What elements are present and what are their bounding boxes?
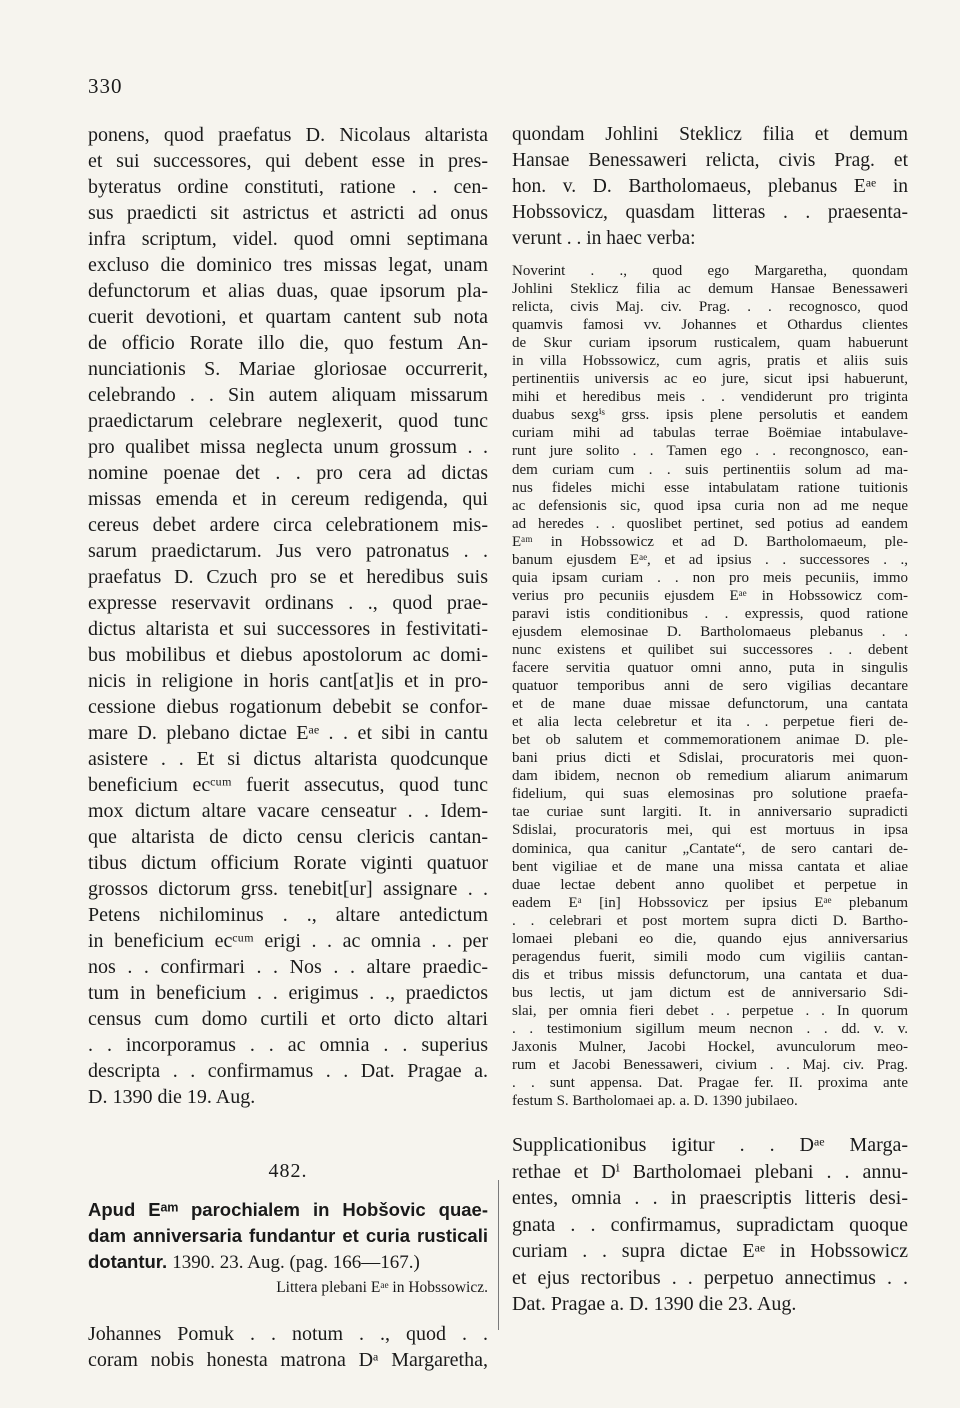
text-line: ponens, quod praefatus D. Nicolaus altarista	[88, 124, 488, 146]
text-line: sarum praedictarum. Jus vero patronatus . .	[88, 540, 488, 562]
heading-bold-end: dotantur.	[88, 1251, 168, 1272]
text-line: bus mobilibus et diebus apostolorum ac domi-	[88, 644, 488, 666]
text-line: grossos dictorum grss. tenebit[ur] assignare . .	[88, 878, 488, 900]
text-line: banum ejusdem Eᵃᵉ, et ad ipsius . . successores . .,	[512, 551, 908, 568]
supplication-text	[512, 1132, 908, 1318]
text-line: que altarista de dicto censu clericis cantan-	[88, 826, 488, 848]
text-line: coram nobis honesta matrona Dᵃ Margaretha,	[88, 1349, 488, 1371]
text-line: Supplicationibus igitur . . Dᵃᵉ Marga-	[512, 1134, 908, 1157]
text-line: cereus debet ardere circa celebrationem mis-	[88, 514, 488, 536]
left-body-text	[88, 122, 488, 1110]
text-line: verunt . . in haec verba:	[512, 228, 696, 249]
text-line: rum et Jacobi Benessaweri, civium . . Maj. civ. Prag.	[512, 1057, 908, 1074]
text-line: paravi istis conditionibus . . expressis, quod ratione	[512, 605, 908, 622]
text-line: Johannes Pomuk . . notum . ., quod . .	[88, 1323, 488, 1345]
heading-line-date	[88, 1249, 488, 1275]
text-line: dis et tribus missis defunctorum, una cantata et dua-	[512, 966, 908, 983]
text-line: Dat. Pragae a. D. 1390 die 23. Aug.	[512, 1293, 797, 1316]
text-line: curiam . . supra dictae Eᵃᵉ in Hobssowicz	[512, 1240, 908, 1263]
heading-date: 1390. 23. Aug. (pag. 166—167.)	[172, 1252, 420, 1273]
text-line: quondam Johlini Steklicz filia et demum	[512, 124, 908, 145]
text-line: dictus altarista et sui successores in festivitati-	[88, 618, 488, 640]
text-line: dam ibidem, necnon ob remedium aliarum animarum	[512, 768, 908, 785]
text-line: mare D. plebano dictae Eᵃᵉ . . et sibi in cantu	[88, 722, 488, 744]
text-line: runt jure solito . . Tamen ego . . recongnosco, ean-	[512, 443, 908, 460]
text-line: expresse reservavit ordinans . ., quod prae-	[88, 592, 488, 614]
text-line: nicis in religione in horis cant[at]is et in pro-	[88, 670, 488, 692]
text-line: pro qualibet missa neglecta unum grossum . .	[88, 436, 488, 458]
document-heading	[88, 1197, 488, 1275]
text-line: mihi et heredibus meis . . vendiderunt pro triginta	[512, 389, 908, 406]
text-line: cuerit devotioni, et quartam cantent sub nota	[88, 306, 488, 328]
right-column	[512, 122, 908, 1318]
text-line: de Skur curiam ipsorum rusticalem, quam habuerunt	[512, 335, 908, 352]
text-line: festum S. Bartholomaei ap. a. D. 1390 jubilaeo.	[512, 1093, 798, 1110]
text-line: census cum domo curtili et orto dicto altari	[88, 1008, 488, 1030]
text-line: cessione diebus rogationum debebit se confor-	[88, 696, 488, 718]
text-line: fidelium, qui suas elemosinas pro solutione praefa-	[512, 786, 908, 803]
text-line: nunciationis S. Mariae gloriosae occurrerit,	[88, 358, 488, 380]
text-line: . . celebrari et post mortem supra dicti D. Bartho-	[512, 912, 908, 929]
text-line: ad heredes . . quoslibet pertinet, sed potius ad eandem	[512, 515, 908, 532]
heading-line: dam anniversaria fundantur et curia rusticali	[88, 1225, 488, 1246]
text-line: quamvis famosi vv. Johannes et Othardus clientes	[512, 317, 908, 334]
text-line: tibus dictum officium Rorate viginti quatuor	[88, 852, 488, 874]
text-line: D. 1390 die 19. Aug.	[88, 1086, 256, 1108]
text-line: defunctorum et alias duas, quae ipsorum pla-	[88, 280, 488, 302]
text-line: quatuor temporibus anni de sero vigilias decantare	[512, 678, 908, 695]
text-line: hon. v. D. Bartholomaeus, plebanus Eᵃᵉ in	[512, 176, 908, 197]
text-line: . . sunt appensa. Dat. Pragae fer. II. proxima ante	[512, 1075, 908, 1092]
text-line: . . testimonium sigillum meum necnon . . dd. v. v.	[512, 1020, 908, 1037]
text-line: sus praedicti sit astrictus et astricti ad onus	[88, 202, 488, 224]
text-line: Hobssovicz, quasdam litteras . . praesenta-	[512, 202, 908, 223]
left-tail-text	[88, 1321, 488, 1373]
text-line: bet ob salutem et commemorationem animae D. ple-	[512, 732, 908, 749]
left-column	[88, 122, 488, 1373]
text-line: duabus sexgⁱˢ grss. ipsis plene persolutis et eandem	[512, 407, 908, 424]
text-line: bani prius dicti et Sdislai, procuratoris mei quon-	[512, 750, 908, 767]
text-line: descripta . . confirmamus . . Dat. Pragae a.	[88, 1060, 488, 1082]
text-line: nos . . confirmari . . Nos . . altare praedic-	[88, 956, 488, 978]
quoted-charter-text	[512, 262, 908, 1110]
text-line: mox dictum altare vacare censeatur . . Idem-	[88, 800, 488, 822]
text-line: praedictarum celebrare neglexerit, quod tunc	[88, 410, 488, 432]
text-line: et alia lecta celebretur et ita . . perpetue fieri de-	[512, 714, 908, 731]
text-line: nus fideles michi esse intabulatam ratione tuitionis	[512, 479, 908, 496]
text-line: Eᵃᵐ in Hobssowicz et ad D. Bartholomaeum, ple-	[512, 533, 908, 550]
document-number: 482.	[268, 1160, 308, 1182]
text-line: asistere . . Et si dictus altarista quodcunque	[88, 748, 488, 770]
text-line: quia ipsam curiam . . non pro meis pecuniis, immo	[512, 569, 908, 586]
text-line: nunc existens et quilibet sui successores . . debent	[512, 641, 908, 658]
text-line: de officio Rorate illo die, quo festum An-	[88, 332, 488, 354]
text-line: in villa Hobssowicz, cum agris, pratis et aliis suis	[512, 353, 908, 370]
text-line: in beneficium ecᶜᵘᵐ erigi . . ac omnia . . per	[88, 930, 488, 952]
text-line: tae curiae sunt largiti. It. in anniversario supradicti	[512, 804, 908, 821]
text-line: verius pro pecuniis ejusdem Eᵃᵉ in Hobssowicz com-	[512, 587, 908, 604]
text-line: Johlini Steklicz filia ac demum Hansae Benessaweri	[512, 281, 908, 298]
text-line: rethae et Dⁱ Bartholomaei plebani . . annu-	[512, 1160, 908, 1183]
text-line: et sui successores, qui debent esse in pres-	[88, 150, 488, 172]
text-line: nomine poenae det . . pro cera ad dictas	[88, 462, 488, 484]
text-line: curiam mihi ad tabulas terrae Boëmiae intabulave-	[512, 425, 908, 442]
text-line: eadem Eᵃ [in] Hobssovicz per ipsius Eᵃᵉ plebanum	[512, 894, 908, 911]
text-line: byteratus ordine constituti, ratione . . cen-	[88, 176, 488, 198]
text-line: beneficium ecᶜᵘᵐ fuerit assecutus, quod tunc	[88, 774, 488, 796]
text-line: et ejus rectoribus . . perpetuo annectimus . .	[512, 1266, 908, 1289]
text-line: Jaxonis Mulner, Jacobi Hockel, avunculorum meo-	[512, 1039, 908, 1056]
column-divider	[498, 1180, 499, 1330]
text-line: Hansae Benessaweri relicta, civis Prag. et	[512, 150, 908, 171]
text-line: et de mane duae missae defunctorum, una cantata	[512, 696, 908, 713]
text-line: gnata . . confirmamus, supradictam quoque	[512, 1213, 908, 1236]
text-line: bent vigiliae et de mane una missa cantata et aliae	[512, 858, 908, 875]
text-line: infra scriptum, videl. quod omni septimana	[88, 228, 488, 250]
text-line: slai, per omnia fieri debet . . perpetue . . In quorum	[512, 1002, 908, 1019]
text-line: bus lectis, ut jam dictum est de anniversario Sdi-	[512, 984, 908, 1001]
heading-line: Apud Eᵃᵐ parochialem in Hobšovic quae-	[88, 1199, 488, 1220]
text-line: ac defensionis sic, quod ipsa curia non ad me neque	[512, 497, 908, 514]
text-line: relicta, civis Maj. civ. Prag. . . recognosco, quod	[512, 299, 908, 316]
right-top-text	[512, 122, 908, 252]
text-line: pertinentiis universis ac eo jure, sicut ipsi habuerunt,	[512, 371, 908, 388]
text-line: Sdislai, procuratoris mei, qui est mortuus in ipsa	[512, 822, 908, 839]
text-line: Petens nichilominus . ., altare antedictum	[88, 904, 488, 926]
text-line: entes, omnia . . in praescriptis litteris desi-	[512, 1187, 908, 1210]
text-line: lomaei plebani eo die, quando ejus anniversarius	[512, 930, 908, 947]
text-line: . . incorporamus . . ac omnia . . superius	[88, 1034, 488, 1056]
page-number: 330	[88, 74, 123, 98]
text-line: facere servitia quatuor omni anno, puta in singulis	[512, 660, 908, 677]
text-line: Noverint . ., quod ego Margaretha, quondam	[512, 263, 908, 279]
text-line: excluso die dominico tres missas legat, unam	[88, 254, 488, 276]
text-line: duae lectae debent anno quolibet et perpetue in	[512, 876, 908, 893]
text-line: dominica, qua canitur „Cantate“, de sero cantari de-	[512, 840, 908, 857]
text-line: ejusdem elemosinae D. Bartholomaeus plebanus . .	[512, 623, 908, 640]
text-line: dem curiam cum . . suis pertinentiis solum ad ma-	[512, 461, 908, 478]
text-line: missas emenda et in cereum redigenda, qui	[88, 488, 488, 510]
text-line: praefatus D. Czuch pro se et heredibus suis	[88, 566, 488, 588]
text-line: peragendus fuerit, simili modo cum vigiliis cantan-	[512, 948, 908, 965]
text-line: celebrando . . Sin autem aliquam missarum	[88, 384, 488, 406]
source-note: Littera plebani Eᵃᵉ in Hobssowicz.	[276, 1279, 488, 1296]
text-line: tum in beneficium . . erigimus . ., praedictos	[88, 982, 488, 1004]
